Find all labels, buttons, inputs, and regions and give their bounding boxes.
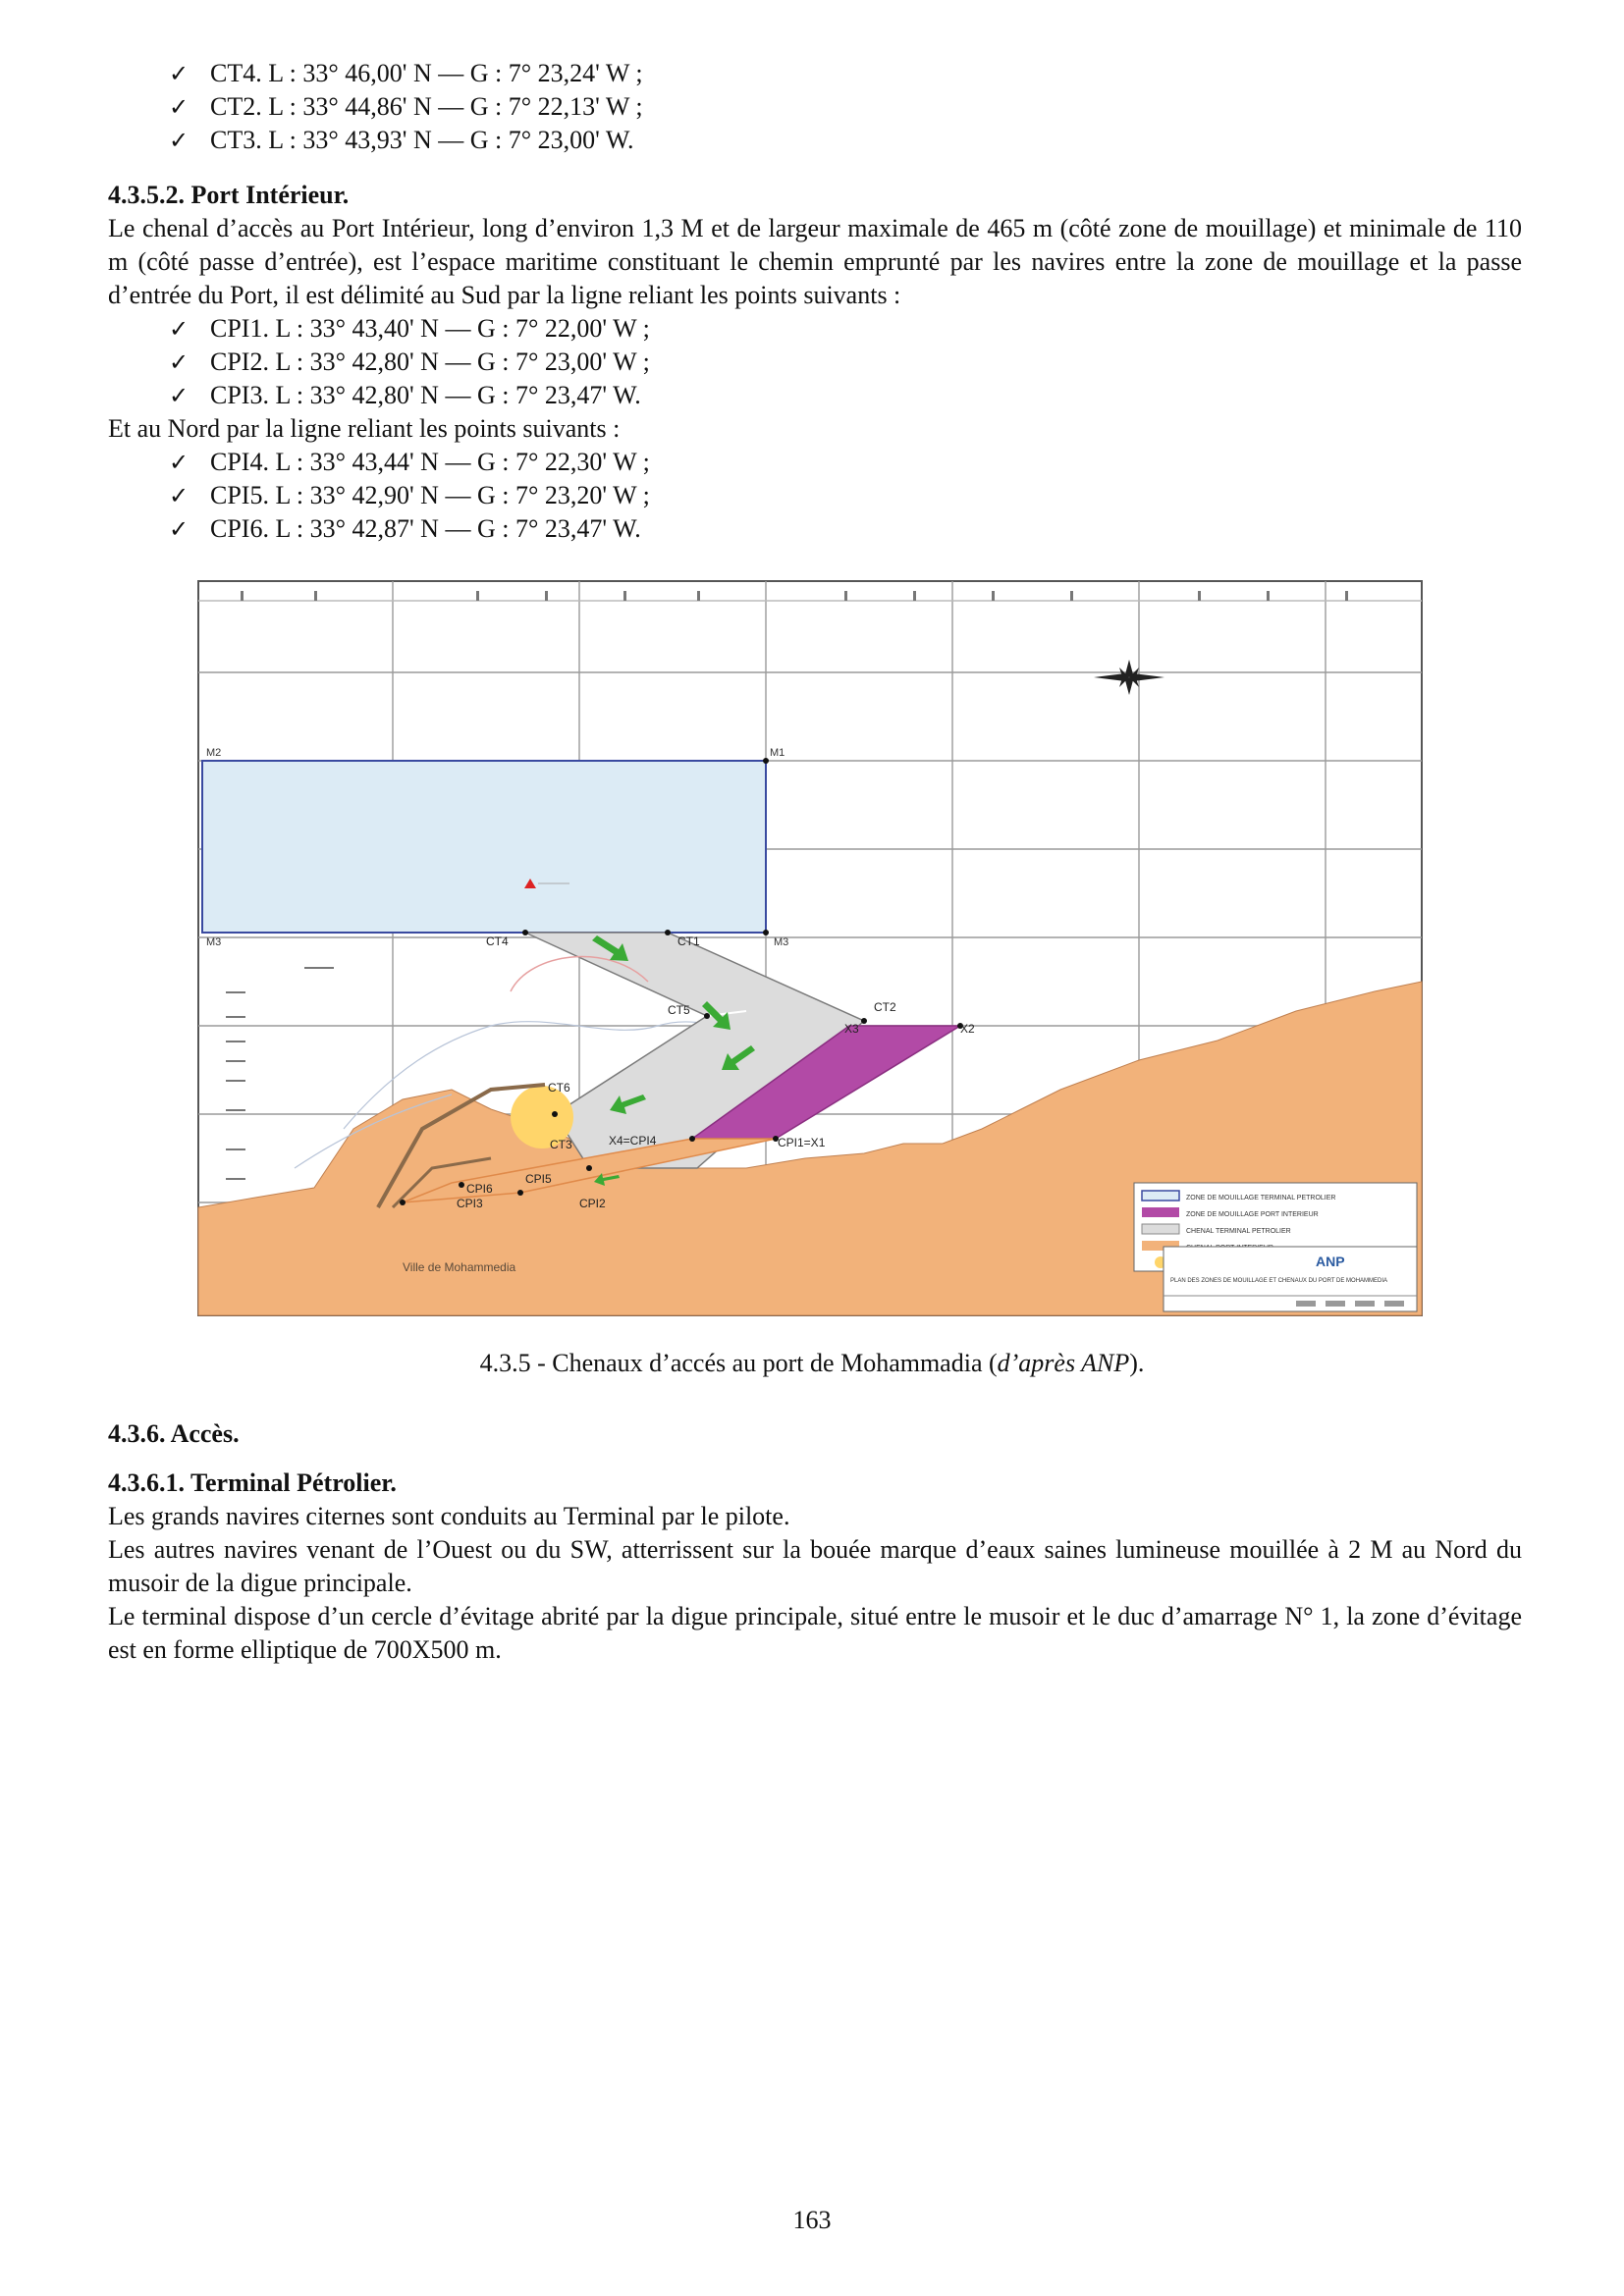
- label-x2: X2: [960, 1022, 975, 1036]
- top-coordinate-list-block: [108, 57, 1522, 157]
- south-points-list: [108, 312, 1522, 412]
- label-ct2: CT2: [874, 1000, 896, 1014]
- section-heading: 4.3.5.2. Port Intérieur.: [108, 181, 350, 209]
- north-points-list: [108, 446, 1522, 546]
- checkmark-icon: ✓: [169, 127, 189, 154]
- label-cpi6: CPI6: [466, 1182, 493, 1196]
- label-cpi2: CPI2: [579, 1197, 606, 1210]
- label-ct6: CT6: [548, 1081, 570, 1095]
- checkmark-icon: ✓: [169, 382, 189, 409]
- section-paragraph: Les autres navires venant de l’Ouest ou du SW, atterrissent sur la bouée marque d’eaux saines lumineuse mouillée à 2 M au Nord du musoir de la digue principale.: [108, 1535, 1522, 1597]
- label-ct4: CT4: [486, 934, 509, 948]
- label-m1: M1: [770, 747, 785, 759]
- label-cpi1: CPI1=X1: [778, 1136, 826, 1149]
- north-intro: Et au Nord par la ligne reliant les points suivants :: [108, 414, 621, 443]
- label-cpi3: CPI3: [457, 1197, 483, 1210]
- list-item: ✓ CPI5. L : 33° 42,90' N — G : 7° 23,20' W ;: [163, 479, 1522, 512]
- list-item: ✓ CPI2. L : 33° 42,80' N — G : 7° 23,00' W ;: [163, 346, 1522, 379]
- list-item: ✓ CT2. L : 33° 44,86' N — G : 7° 22,13' W ;: [163, 90, 1522, 124]
- legend-label: ZONE DE MOUILLAGE PORT INTERIEUR: [1186, 1211, 1319, 1218]
- anchorage-zone-terminal: [202, 761, 766, 933]
- map-svg: [196, 579, 1424, 1317]
- map-title-block: [1164, 1247, 1417, 1311]
- list-item: ✓ CPI6. L : 33° 42,87' N — G : 7° 23,47' W.: [163, 512, 1522, 546]
- legend-swatch: [1142, 1207, 1179, 1217]
- list-item: ✓ CT4. L : 33° 46,00' N — G : 7° 23,24' W ;: [163, 57, 1522, 90]
- checkmark-icon: ✓: [169, 348, 189, 376]
- town-label: Ville de Mohammedia: [403, 1260, 516, 1274]
- section-paragraph: Le terminal dispose d’un cercle d’évitage abrité par la digue principale, situé entre le musoir et le duc d’amarrage N° 1, la zone d’évitage est en forme elliptique de 700X500 m.: [108, 1602, 1522, 1664]
- port-channels-map: [196, 579, 1424, 1317]
- legend-label: ZONE DE MOUILLAGE TERMINAL PETROLIER: [1186, 1195, 1336, 1201]
- checkmark-icon: ✓: [169, 515, 189, 543]
- section-acces: [108, 1417, 1522, 1667]
- label-x3: X3: [844, 1022, 859, 1036]
- anp-logo: ANP: [1316, 1254, 1345, 1269]
- section-paragraph: Les grands navires citernes sont conduits au Terminal par le pilote.: [108, 1502, 790, 1530]
- label-m3-right: M3: [774, 936, 789, 948]
- label-ct1: CT1: [677, 934, 700, 948]
- checkmark-icon: ✓: [169, 449, 189, 476]
- section-paragraph: Le chenal d’accès au Port Intérieur, long d’environ 1,3 M et de largeur maximale de 465 m (côté zone de mouillage) et minimale de 110 m (côté passe d’entrée), est l’espace maritime constituant le chemin emprunté par les navires entre la zone de mouillage et la passe d’entrée du Port, il est délimité au Sud par la ligne reliant les points suivants :: [108, 214, 1522, 309]
- list-item: ✓ CPI3. L : 33° 42,80' N — G : 7° 23,47' W.: [163, 379, 1522, 412]
- list-item: ✓ CPI1. L : 33° 43,40' N — G : 7° 22,00' W ;: [163, 312, 1522, 346]
- legend-swatch: [1142, 1191, 1179, 1201]
- label-m2: M2: [206, 747, 222, 759]
- checkmark-icon: ✓: [169, 93, 189, 121]
- label-m3-left: M3: [206, 936, 222, 948]
- list-item: ✓ CPI4. L : 33° 43,44' N — G : 7° 22,30' W ;: [163, 446, 1522, 479]
- section-heading: 4.3.6. Accès.: [108, 1419, 240, 1448]
- checkmark-icon: ✓: [169, 482, 189, 509]
- title-block-text: PLAN DES ZONES DE MOUILLAGE ET CHENAUX DU PORT DE MOHAMMEDIA: [1170, 1278, 1388, 1284]
- legend-label: CHENAL TERMINAL PETROLIER: [1186, 1228, 1291, 1235]
- label-ct3: CT3: [550, 1138, 572, 1151]
- label-x4: X4=CPI4: [609, 1134, 657, 1148]
- top-coordinate-list: [108, 57, 1522, 157]
- label-ct5: CT5: [668, 1003, 690, 1017]
- sub-section-heading: 4.3.6.1. Terminal Pétrolier.: [108, 1468, 397, 1497]
- checkmark-icon: ✓: [169, 60, 189, 87]
- legend-swatch: [1142, 1224, 1179, 1234]
- checkmark-icon: ✓: [169, 315, 189, 343]
- section-port-interieur: [108, 179, 1522, 546]
- figure-caption: 4.3.5 - Chenaux d’accés au port de Mohammadia (d’après ANP).: [479, 1349, 1145, 1377]
- page-number: 163: [792, 2206, 832, 2234]
- label-cpi5: CPI5: [525, 1172, 552, 1186]
- list-item: ✓ CT3. L : 33° 43,93' N — G : 7° 23,00' W.: [163, 124, 1522, 157]
